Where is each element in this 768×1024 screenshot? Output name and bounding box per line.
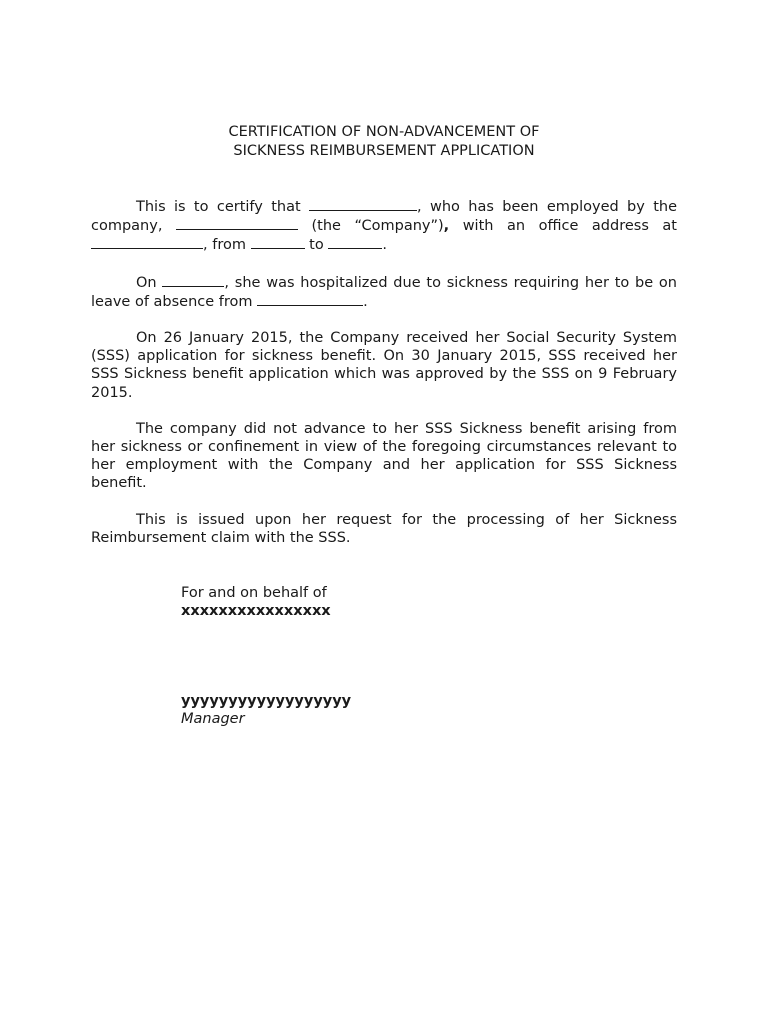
p1-text-7: to [304, 237, 329, 254]
paragraph-hospitalized [91, 273, 677, 311]
signatory-title: Manager [181, 711, 245, 727]
title-line-1: CERTIFICATION OF NON-ADVANCEMENT OF [228, 124, 540, 140]
p1-bold-comma: , [443, 218, 450, 235]
p2-text-1: On [136, 274, 163, 291]
p2-text-3: . [363, 293, 368, 310]
leave-period-blank [257, 292, 363, 306]
company-name-blank [176, 216, 298, 230]
from-date-blank [251, 235, 305, 249]
behalf-label: For and on behalf of [181, 585, 327, 601]
title-line-2: SICKNESS REIMBURSEMENT APPLICATION [233, 143, 535, 159]
signatory-name: yyyyyyyyyyyyyyyyyy [181, 693, 352, 709]
document-body [91, 197, 677, 565]
hospitalization-date-blank [162, 273, 224, 287]
p1-text-1: This is to certify that [136, 199, 310, 215]
office-address-blank [91, 235, 203, 249]
employee-name-blank [309, 197, 417, 211]
signature-block-company [181, 584, 331, 620]
paragraph-request: This is issued upon her request for the processing of her Sickness Reimbursement claim with the SSS. [91, 511, 677, 546]
document-title [0, 123, 768, 161]
p1-text-5: with an office address at [449, 218, 677, 235]
signature-block-signatory [181, 692, 351, 728]
p1-text-3: (the “Company”) [297, 218, 444, 235]
p1-text-2: , who has been employed by the company, [91, 199, 677, 235]
p1-text-6: , from [203, 237, 251, 254]
company-name: xxxxxxxxxxxxxxxx [181, 603, 331, 619]
paragraph-certify [91, 197, 677, 255]
to-date-blank [328, 235, 382, 249]
p2-text-2: , she was hospitalized due to sickness requiring her to be on leave of absence from [91, 274, 677, 310]
p1-text-8: . [382, 237, 387, 254]
paragraph-no-advance: The company did not advance to her SSS Sickness benefit arising from her sickness or confinement in view of the foregoing circumstances relevant to her employment with the Company and her application for SSS Sickness benefit. [91, 420, 677, 492]
paragraph-sss-application: On 26 January 2015, the Company received her Social Security System (SSS) application for sickness benefit. On 30 January 2015, SSS received her SSS Sickness benefit application which was approved by the SSS on 9 February 2015. [91, 330, 677, 401]
